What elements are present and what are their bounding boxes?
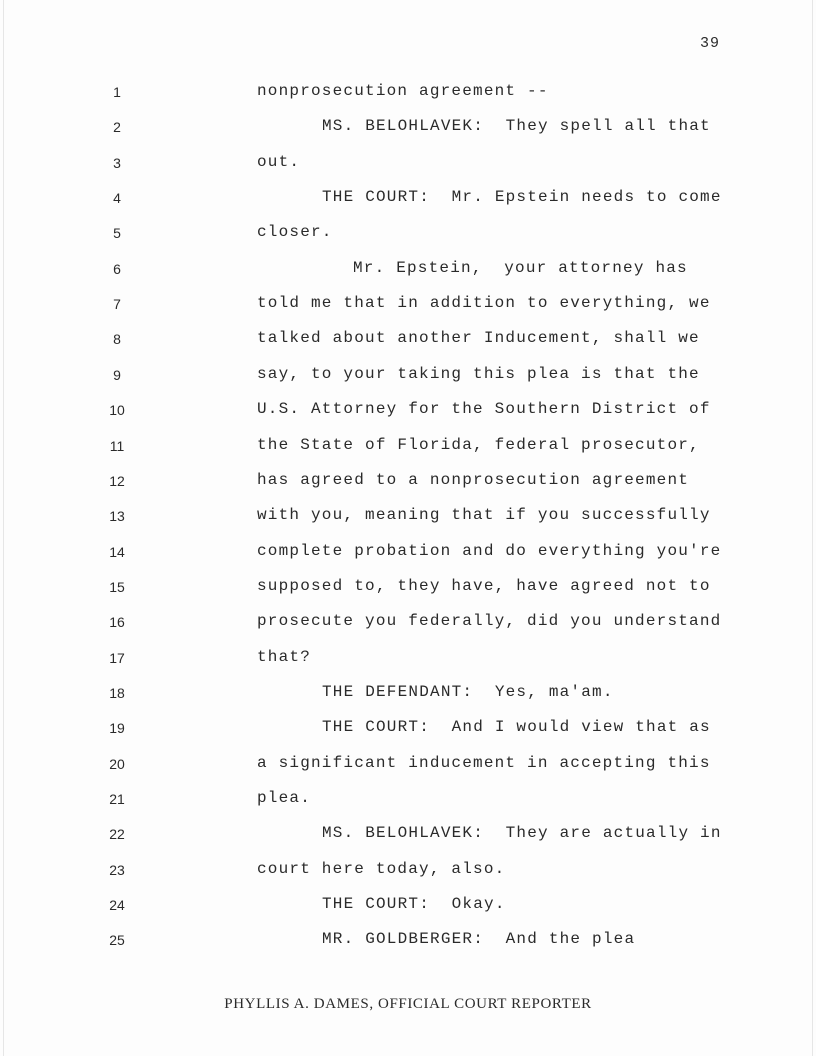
- line-text: MR. GOLDBERGER: And the plea: [322, 930, 636, 949]
- transcript-line: [0, 647, 816, 686]
- transcript-line: [0, 435, 816, 474]
- line-number: 17: [109, 649, 125, 666]
- line-text: MS. BELOHLAVEK: They are actually in: [322, 824, 722, 843]
- transcript-line: [0, 119, 816, 155]
- line-text: that?: [257, 647, 312, 666]
- line-text: nonprosecution agreement --: [257, 82, 549, 100]
- transcript-line: [0, 720, 816, 756]
- line-text: THE DEFENDANT: Yes, ma'am.: [322, 682, 614, 701]
- line-text: say, to your taking this plea is that the: [257, 364, 700, 383]
- line-number: 8: [113, 331, 121, 348]
- transcript-line: [0, 897, 816, 933]
- transcript-line: [0, 331, 816, 367]
- transcript-line: [0, 791, 816, 827]
- transcript-line: [0, 225, 816, 261]
- line-number: 11: [109, 437, 125, 454]
- line-text: court here today, also.: [257, 859, 506, 878]
- line-text: supposed to, they have, have agreed not to: [257, 576, 711, 595]
- line-number: 22: [109, 826, 125, 843]
- transcript-line: [0, 859, 816, 898]
- transcript-line: [0, 296, 816, 332]
- transcript-line: [0, 258, 816, 297]
- line-text: a significant inducement in accepting this: [257, 753, 711, 772]
- line-text: talked about another Inducement, shall we: [257, 329, 700, 348]
- line-number: 6: [113, 260, 121, 277]
- line-text: plea.: [257, 789, 312, 807]
- line-text: complete probation and do everything you're: [257, 541, 722, 560]
- line-number: 15: [109, 578, 125, 595]
- page-number: 39: [700, 35, 721, 52]
- line-number: 19: [109, 720, 125, 737]
- line-number: 21: [109, 791, 125, 807]
- line-number: 10: [109, 402, 125, 419]
- transcript-line: [0, 932, 816, 968]
- line-number: 2: [113, 119, 121, 136]
- line-number: 25: [109, 932, 125, 949]
- line-number: 20: [109, 755, 125, 772]
- transcript-line: [0, 152, 816, 191]
- transcript-line: [0, 682, 816, 721]
- transcript-line: [0, 576, 816, 615]
- line-number: 12: [109, 472, 125, 489]
- line-text: with you, meaning that if you successfully: [257, 506, 711, 525]
- line-text: Mr. Epstein, your attorney has: [353, 258, 688, 277]
- line-number: 5: [113, 225, 121, 242]
- line-text: U.S. Attorney for the Southern District of: [257, 400, 711, 419]
- line-text: has agreed to a nonprosecution agreement: [257, 470, 690, 489]
- transcript-line: [0, 470, 816, 509]
- transcript-line: [0, 614, 816, 650]
- transcript-line: [0, 364, 816, 403]
- line-number: 9: [113, 366, 121, 383]
- line-text: THE COURT: Okay.: [322, 895, 506, 914]
- line-number: 13: [109, 508, 125, 525]
- line-number: 3: [113, 154, 121, 171]
- line-number: 1: [113, 84, 121, 100]
- transcript-line: [0, 826, 816, 862]
- line-text: closer.: [257, 223, 333, 242]
- transcript-line: [0, 190, 816, 226]
- line-text: MS. BELOHLAVEK: They spell all that: [322, 117, 711, 136]
- line-number: 7: [113, 296, 121, 313]
- line-number: 24: [109, 897, 125, 914]
- line-number: 4: [113, 190, 121, 207]
- line-text: prosecute you federally, did you understand: [257, 612, 722, 631]
- line-number: 23: [109, 861, 125, 878]
- transcript-line: [0, 753, 816, 792]
- line-text: told me that in addition to everything, we: [257, 294, 711, 313]
- line-text: out.: [257, 152, 301, 171]
- line-text: THE COURT: And I would view that as: [322, 718, 711, 737]
- transcript-line: [0, 541, 816, 580]
- transcript-line: [0, 508, 816, 544]
- court-reporter-footer: PHYLLIS A. DAMES, OFFICIAL COURT REPORTER: [224, 996, 592, 1012]
- line-number: 16: [109, 614, 125, 631]
- transcript-line: [0, 84, 816, 120]
- line-text: the State of Florida, federal prosecutor,: [257, 435, 700, 454]
- line-text: THE COURT: Mr. Epstein needs to come: [322, 188, 722, 207]
- line-number: 14: [109, 543, 125, 560]
- line-number: 18: [109, 684, 125, 701]
- transcript-line: [0, 402, 816, 438]
